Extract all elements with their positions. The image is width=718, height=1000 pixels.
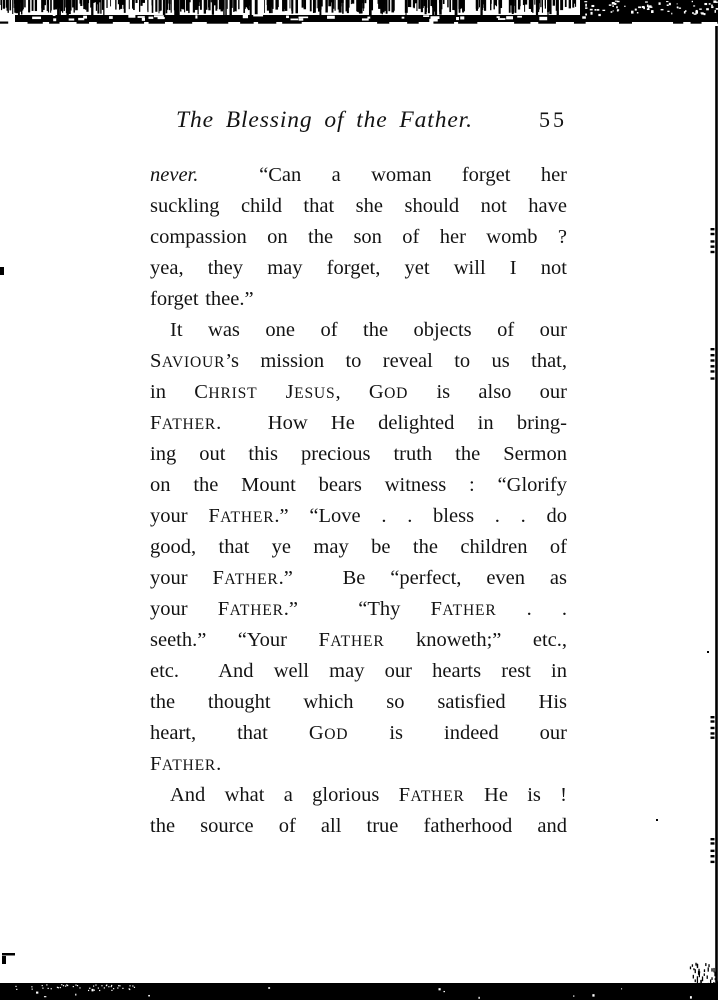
text-line: your FATHER.” “Thy FATHER . . bbox=[150, 598, 568, 620]
text-line: never. “Can a woman forget her bbox=[150, 164, 567, 186]
scan-noise-top-edge bbox=[0, 0, 718, 28]
text-line: FATHER. How He delighted in bring- bbox=[150, 412, 567, 434]
scan-line-right-edge bbox=[706, 0, 718, 1000]
text-line: good, that ye may be the children of bbox=[150, 536, 567, 558]
small-caps-word: FATHER bbox=[217, 598, 284, 620]
scan-speck bbox=[707, 651, 709, 653]
text-line: heart, that GOD is indeed our bbox=[150, 722, 567, 744]
italic-word: never. bbox=[150, 164, 199, 186]
text-line: your FATHER.” “Love . . bless . . do bbox=[150, 505, 567, 527]
text-line: It was one of the objects of our bbox=[170, 319, 567, 341]
small-caps-word: FATHER bbox=[150, 753, 217, 775]
small-caps-word: GOD bbox=[368, 381, 409, 403]
small-caps-word: JESUS bbox=[285, 381, 336, 403]
scan-speck bbox=[656, 819, 658, 821]
small-caps-word: FATHER bbox=[208, 505, 275, 527]
small-caps-word: FATHER bbox=[398, 784, 465, 806]
running-title: The Blessing of the Father. bbox=[176, 107, 473, 133]
text-line: ing out this precious truth the Sermon bbox=[150, 443, 567, 465]
small-caps-word: FATHER bbox=[150, 412, 217, 434]
small-caps-word: FATHER bbox=[212, 567, 279, 589]
text-line: yea, they may forget, yet will I not bbox=[150, 257, 567, 279]
page-header bbox=[150, 104, 567, 136]
small-caps-word: CHRIST bbox=[194, 381, 258, 403]
page-number: 55 bbox=[539, 107, 567, 132]
text-line: on the Mount bears witness : “Glorify bbox=[150, 474, 567, 496]
text-line: the thought which so satisfied His bbox=[150, 691, 567, 713]
body-text bbox=[150, 160, 567, 842]
text-line: in CHRIST JESUS, GOD is also our bbox=[150, 381, 567, 403]
small-caps-word: FATHER bbox=[318, 629, 385, 651]
scan-mark-left-edge bbox=[0, 267, 4, 275]
small-caps-word: SAVIOUR bbox=[150, 350, 226, 372]
text-line: the source of all true fatherhood and bbox=[150, 815, 567, 837]
text-line: suckling child that she should not have bbox=[150, 195, 567, 217]
text-line: seeth.” “Your FATHER knoweth;” etc., bbox=[150, 629, 567, 651]
text-line: And what a glorious FATHER He is ! bbox=[170, 784, 567, 806]
text-line: SAVIOUR’s mission to reveal to us that, bbox=[150, 350, 567, 372]
text-line: etc. And well may our hearts rest in bbox=[150, 660, 567, 682]
small-caps-word: FATHER bbox=[430, 598, 497, 620]
small-caps-word: GOD bbox=[308, 722, 349, 744]
text-line: FATHER. bbox=[150, 753, 222, 775]
text-line: your FATHER.” Be “perfect, even as bbox=[150, 567, 568, 589]
text-line: compassion on the son of her womb ? bbox=[150, 226, 567, 248]
text-line: forget thee.” bbox=[150, 288, 254, 310]
scan-noise-bottom-edge bbox=[0, 950, 718, 1000]
